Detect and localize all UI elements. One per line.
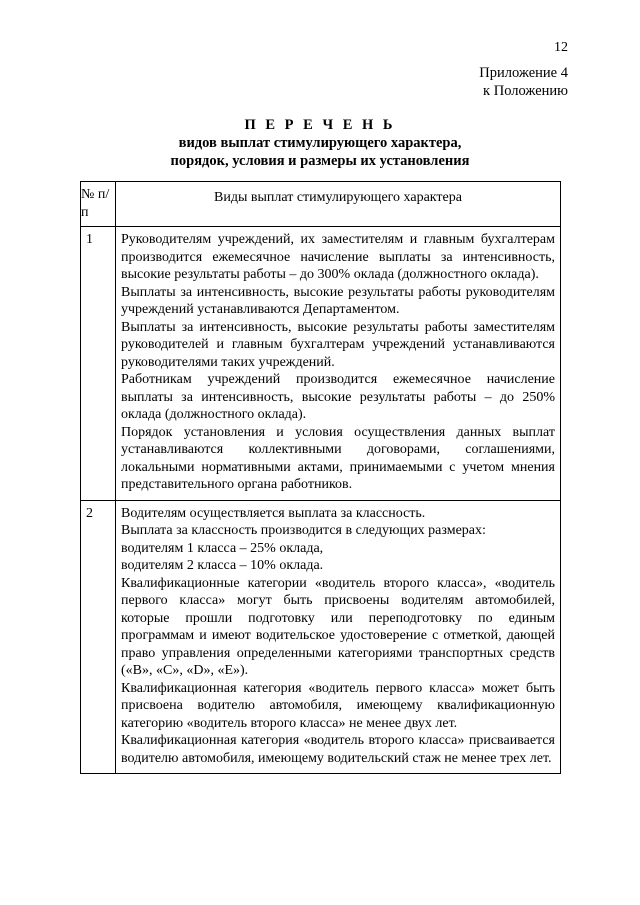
paragraph: водителям 2 класса – 10% оклада. [121,558,324,573]
title-line-2: видов выплат стимулирующего характера, [178,135,462,151]
annex-reference [479,64,568,100]
paragraph: Квалификационная категория «водитель первого класса» может быть присвоена водителю автомобиля, имеющему квалификационную категорию «водитель второго класса» не менее двух лет. [121,680,555,731]
paragraph: водителям 1 класса – 25% оклада, [121,540,324,556]
table-header-row [81,182,561,227]
annex-line-2: к Положению [483,83,568,99]
paragraph: Работникам учреждений производится ежемесячное начисление выплаты за интенсивность, высокие результаты работы – до 250% оклада (должностного оклада). [121,372,555,422]
annex-line-1: Приложение 4 [479,65,568,81]
paragraph: Квалификационная категория «водитель второго класса» присваивается водителю автомобиля, имеющему водительский стаж не менее трех лет. [121,733,555,766]
row-content [116,500,561,774]
title-line-1: П Е Р Е Ч Е Н Ь [244,117,396,133]
paragraph: Выплаты за интенсивность, высокие результаты работы руководителям учреждений устанавливаются Департаментом. [121,284,555,317]
row-number: 2 [81,500,116,774]
paragraph: Выплаты за интенсивность, высокие результаты работы заместителям руководителей и главным бухгалтерам учреждений устанавливаются руководителями таких учреждений. [121,319,555,370]
header-title-cell: Виды выплат стимулирующего характера [116,182,561,227]
header-number-cell: № п/п [81,182,116,227]
row-number: 1 [81,227,116,501]
table-row [81,227,561,501]
paragraph: Квалификационные категории «водитель второго класса», «водитель первого класса» могут быть присвоены водителям автомобилей, которые прошли подготовку или переподготовку по единым программам и имеют водительское удостоверение с отметкой, дающей право управления определенными категориями транспортных средств («B», «C», «D», «E»). [121,575,555,678]
document-title [80,116,560,170]
row-content [116,227,561,501]
page-number: 12 [554,40,568,55]
table-row [81,500,561,774]
title-line-3: порядок, условия и размеры их установления [170,153,470,169]
payments-table [80,181,561,774]
paragraph: Руководителям учреждений, их заместителям и главным бухгалтерам производится ежемесячное начисление выплаты за интенсивность, высокие результаты работы – до 300% оклада (должностного оклада). [121,232,555,282]
paragraph: Порядок установления и условия осуществления данных выплат устанавливаются коллективными договорами, соглашениями, локальными нормативными актами, принимаемыми с учетом мнения представительного органа работников. [121,424,555,492]
paragraph: Водителям осуществляется выплата за классность. [121,505,426,521]
paragraph: Выплата за классность производится в следующих размерах: [121,523,486,538]
